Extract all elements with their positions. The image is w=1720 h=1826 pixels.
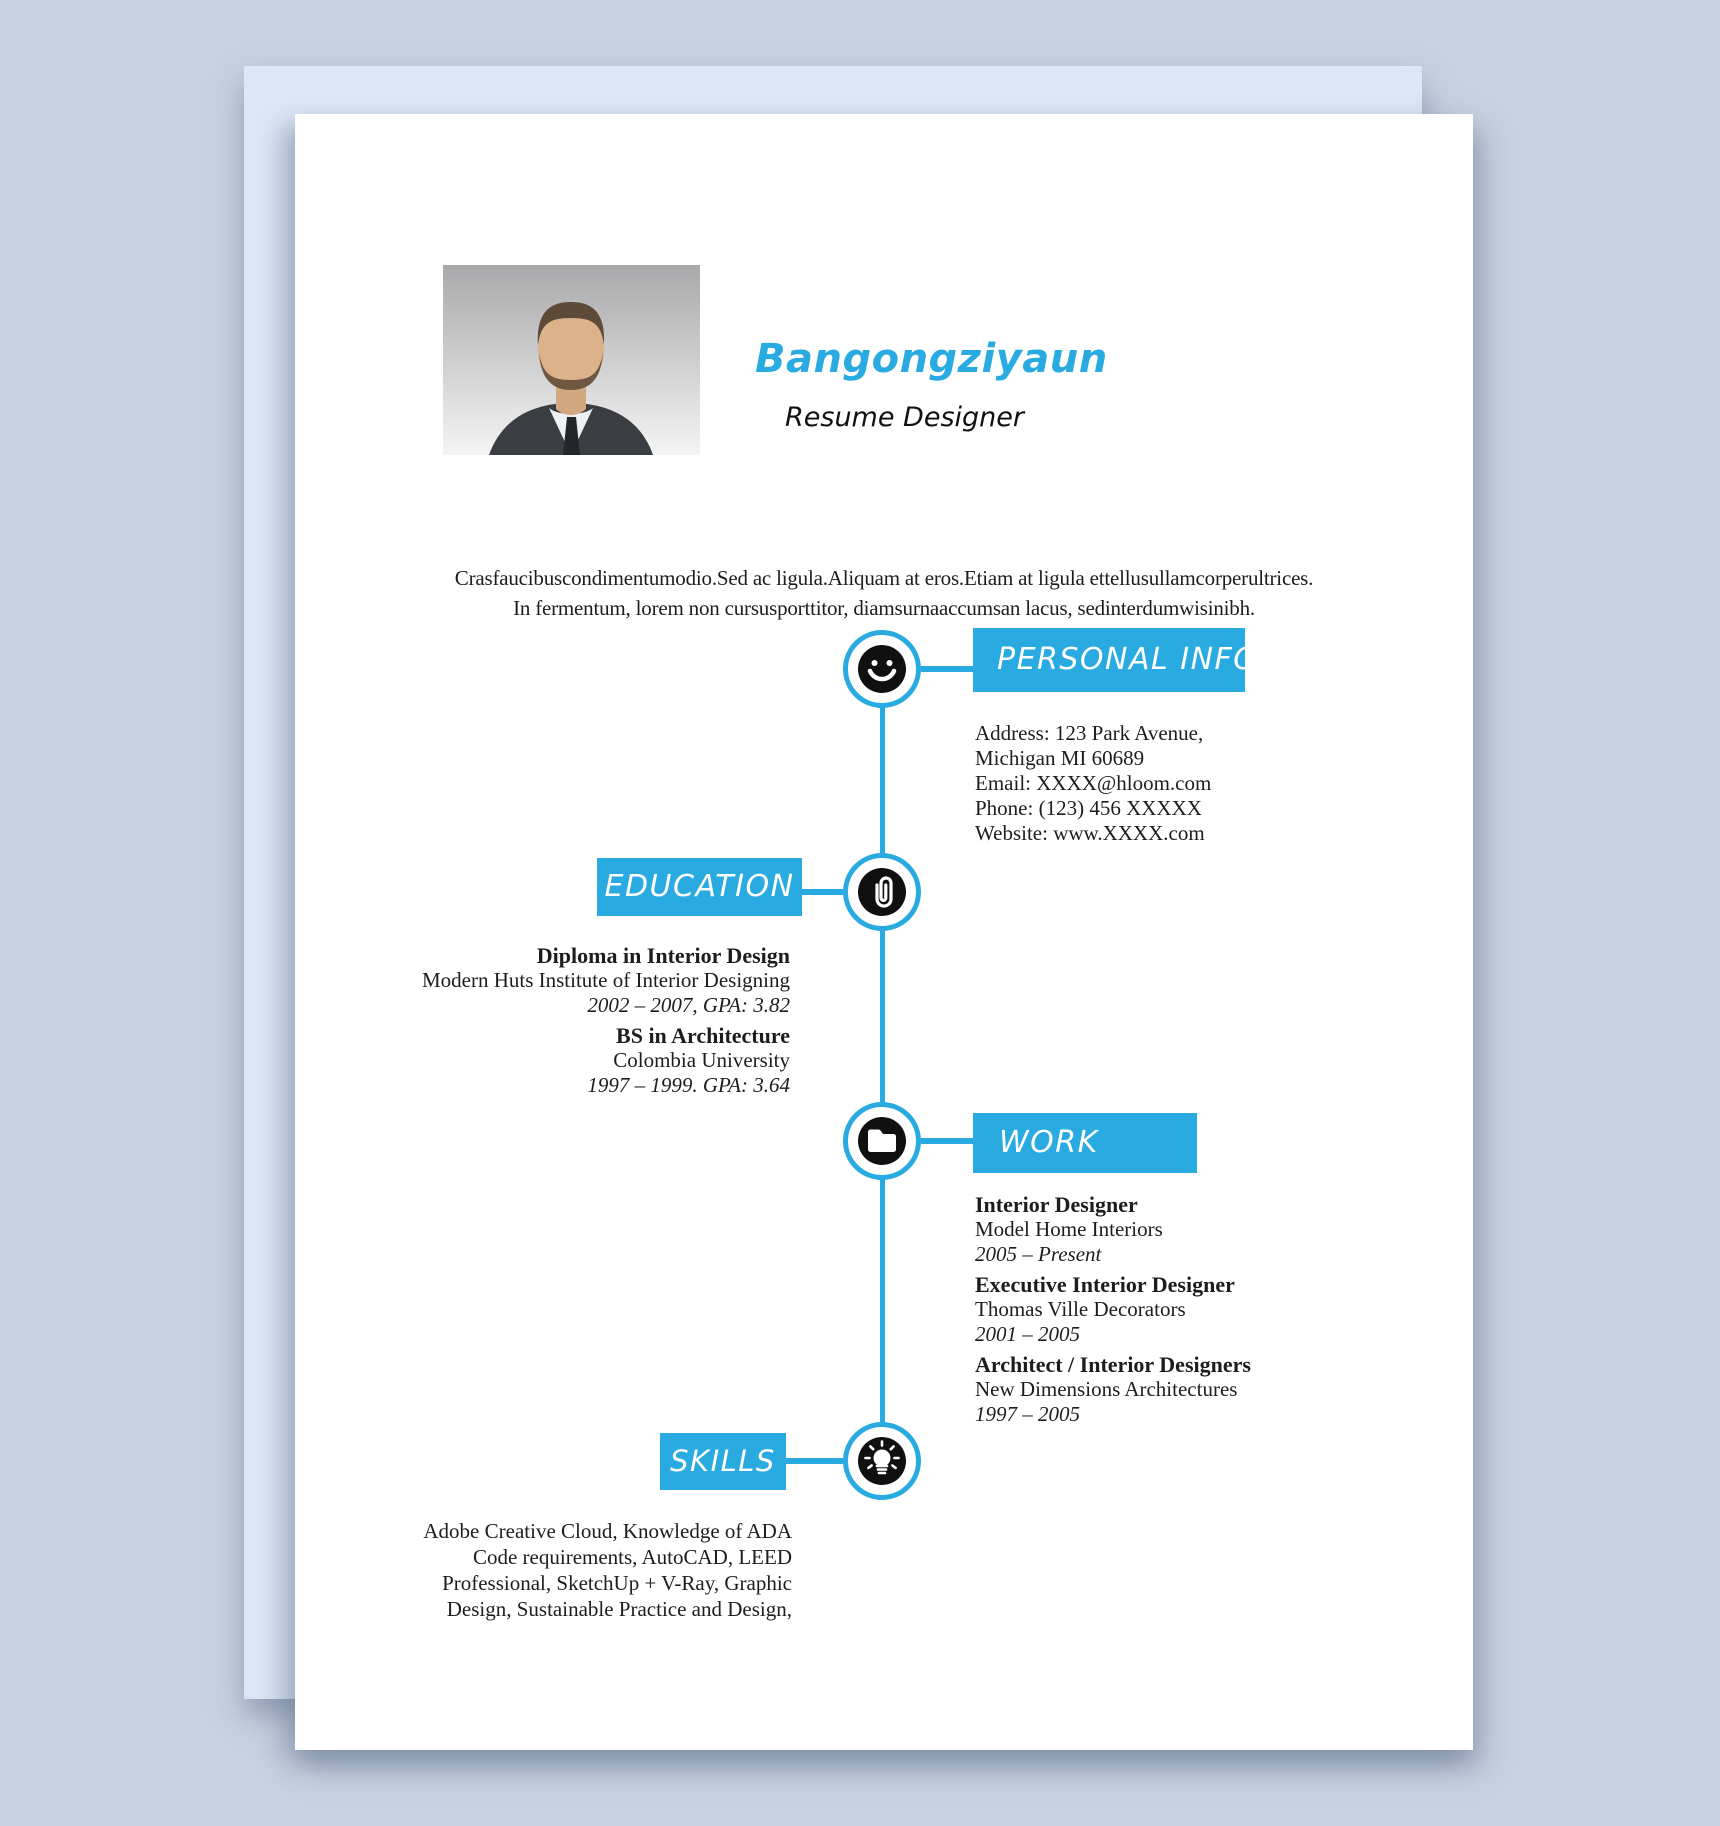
summary-paragraph [295,563,1473,623]
personal-info-line: Address: 123 Park Avenue, [975,721,1204,745]
work-entry-dates: 1997 – 2005 [975,1402,1080,1426]
personal-info-text [975,721,1211,846]
work-entry [975,1272,1395,1347]
education-entry-dates: 1997 – 1999. GPA: 3.64 [587,1073,790,1097]
profile-photo-illustration [443,265,700,455]
section-label-personal-info: PERSONAL INFO [973,628,1245,692]
summary-line: In fermentum, lorem non cursusporttitor, diamsurnaaccumsan lacus, sedinterdumwisinibh. [513,596,1255,620]
education-entry-title: Diploma in Interior Design [536,943,790,968]
connector-skills [786,1458,843,1464]
education-entry [370,943,790,1018]
work-entry [975,1352,1395,1427]
person-job-title: Resume Designer [785,402,1024,433]
education-text [370,943,790,1103]
timeline-node-education [843,853,921,931]
education-entry-title: BS in Architecture [616,1023,790,1048]
section-label-work: WORK [973,1113,1197,1173]
section-label-education: EDUCATION [597,858,802,916]
folder-icon [856,1115,908,1167]
skills-line: Adobe Creative Cloud, Knowledge of ADA [423,1519,792,1543]
profile-photo [443,265,700,455]
timeline-node-skills [843,1422,921,1500]
education-entry [370,1023,790,1098]
work-entry-org: Model Home Interiors [975,1217,1163,1241]
connector-work [921,1138,973,1144]
connector-education [802,889,843,895]
section-label-skills: SKILLS [660,1433,786,1490]
education-entry-org: Colombia University [613,1048,790,1072]
timeline-node-work [843,1102,921,1180]
work-entry-title: Executive Interior Designer [975,1272,1235,1297]
education-entry-dates: 2002 – 2007, GPA: 3.82 [587,993,790,1017]
work-text [975,1192,1395,1432]
work-entry-dates: 2001 – 2005 [975,1322,1080,1346]
summary-line: Crasfaucibuscondimentumodio.Sed ac ligula.Aliquam at eros.Etiam at ligula ettellusullamcorperultrices. [454,566,1314,590]
personal-info-line: Phone: (123) 456 XXXXX [975,796,1202,820]
work-entry-title: Architect / Interior Designers [975,1352,1251,1377]
work-entry-org: Thomas Ville Decorators [975,1297,1186,1321]
personal-info-line: Email: XXXX@hloom.com [975,771,1212,795]
connector-personal-info [921,666,973,672]
personal-info-line: Michigan MI 60689 [975,746,1145,770]
timeline-node-personal-info [843,630,921,708]
work-entry-title: Interior Designer [975,1192,1138,1217]
person-name: Bangongziyaun [755,336,1108,382]
paperclip-icon [856,866,908,918]
skills-line: Professional, SketchUp + V-Ray, Graphic [442,1571,792,1595]
work-entry-org: New Dimensions Architectures [975,1377,1238,1401]
skills-line: Code requirements, AutoCAD, LEED [472,1545,792,1569]
lightbulb-icon [856,1435,908,1487]
timeline-line [880,669,885,1461]
personal-info-line: Website: www.XXXX.com [975,821,1205,845]
work-entry-dates: 2005 – Present [975,1242,1102,1266]
work-entry [975,1192,1395,1267]
skills-text [372,1518,792,1622]
resume-page [295,114,1473,1750]
education-entry-org: Modern Huts Institute of Interior Designing [421,968,790,992]
smiley-icon [856,643,908,695]
skills-line: Design, Sustainable Practice and Design, [446,1597,792,1621]
